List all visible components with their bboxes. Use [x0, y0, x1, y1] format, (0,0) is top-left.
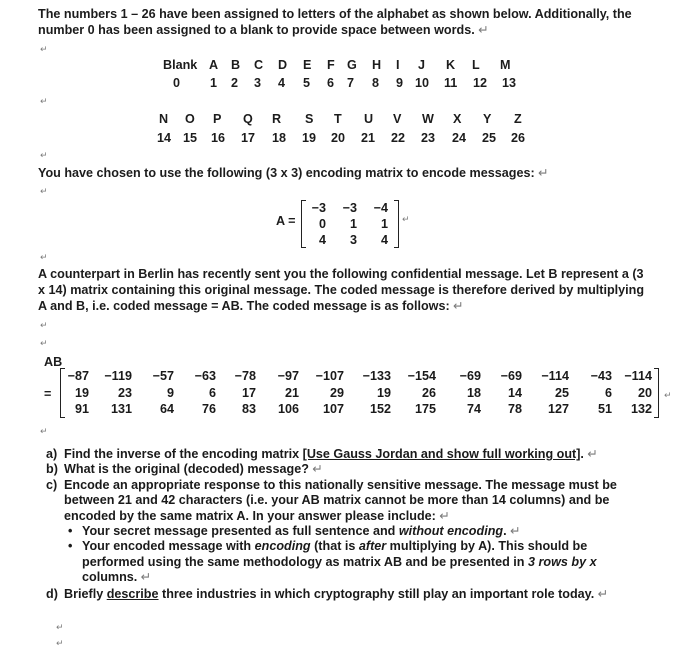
- encoding-sentence-bold: encoding matrix: [305, 166, 404, 180]
- alphabet-number: 9: [396, 76, 404, 90]
- matrix-ab-equals: =: [44, 387, 52, 401]
- alphabet-letter: W: [422, 112, 434, 126]
- encoding-sentence-post: to encode messages:: [403, 166, 535, 180]
- paragraph-mark-icon: ↵: [597, 586, 609, 601]
- alphabet-number: 2: [231, 76, 239, 90]
- alphabet-number: 7: [347, 76, 355, 90]
- question-d-describe: describe: [106, 586, 159, 601]
- question-b-label: b): [46, 462, 58, 477]
- paragraph-mark-icon: ↵: [40, 426, 48, 436]
- paragraph-mark-icon: ↵: [587, 447, 598, 461]
- question-a: [46, 447, 646, 462]
- matrix-ab-cell: 23: [117, 386, 132, 400]
- matrix-ab-cell: 14: [507, 386, 522, 400]
- matrix-ab-cell: −154: [407, 369, 436, 383]
- alphabet-letter: Y: [483, 112, 492, 126]
- matrix-ab-cell: −69: [459, 369, 481, 383]
- question-c-line-3: encoded by the same matrix A. In your answer please include:: [64, 508, 436, 523]
- encoding-sentence-pre: You have chosen to use the following (3 x 3): [38, 166, 306, 180]
- berlin-line-1: A counterpart in Berlin has recently sent you the following confidential message. Let B represent a (3: [38, 267, 644, 281]
- bullet-icon: •: [68, 524, 73, 539]
- alphabet-number: 8: [372, 76, 380, 90]
- question-b-text: What is the original (decoded) message?: [64, 462, 309, 477]
- intro-line-1: The numbers 1 – 26 have been assigned to letters of the alphabet as shown below. Additionally, the: [38, 7, 632, 21]
- alphabet-number: 17: [241, 131, 256, 145]
- alphabet-number: 6: [327, 76, 335, 90]
- alphabet-number: 20: [331, 131, 346, 145]
- paragraph-mark-icon: ↵: [56, 622, 64, 632]
- alphabet-number: 10: [415, 76, 430, 90]
- alphabet-number: 11: [444, 76, 458, 90]
- alphabet-number: 16: [211, 131, 226, 145]
- berlin-line-3: A and B, i.e. coded message = AB. The coded message is as follows:: [38, 299, 450, 313]
- alphabet-letter: X: [453, 112, 462, 126]
- matrix-ab-cell: 91: [74, 402, 89, 416]
- matrix-ab-cell: 9: [166, 386, 174, 400]
- alphabet-letter: S: [305, 112, 314, 126]
- alphabet-number: 0: [173, 76, 181, 90]
- alphabet-number: 26: [511, 131, 526, 145]
- matrix-ab-cell: −69: [500, 369, 522, 383]
- berlin-line-2: x 14) matrix containing this original message. The coded message is therefore derived by multiplying: [38, 283, 645, 297]
- alphabet-letter: U: [364, 112, 374, 126]
- matrix-ab-cell: 20: [637, 386, 652, 400]
- alphabet-letter: P: [213, 112, 222, 126]
- alphabet-number: 4: [278, 76, 286, 90]
- alphabet-number: 23: [421, 131, 436, 145]
- bullet-1-end: .: [503, 524, 507, 539]
- matrix-ab-cell: 131: [110, 402, 132, 416]
- alphabet-letter: V: [393, 112, 402, 126]
- paragraph-mark-icon: ↵: [40, 96, 48, 106]
- question-d-end: three industries in which cryptography still play an important role today.: [158, 586, 595, 601]
- matrix-ab-cell: −114: [541, 369, 569, 383]
- paragraph-mark-icon: ↵: [40, 320, 48, 330]
- paragraph-mark-icon: ↵: [453, 299, 464, 313]
- question-c: [46, 478, 646, 524]
- alphabet-number: 1: [210, 76, 218, 90]
- paragraph-mark-icon: ↵: [56, 638, 64, 648]
- matrix-ab-cell: 26: [421, 386, 436, 400]
- matrix-a-cell: 1: [380, 217, 388, 231]
- matrix-ab-cell: 17: [241, 386, 256, 400]
- question-list: [46, 447, 646, 602]
- bullet-2-mid: (that is: [310, 539, 359, 554]
- matrix-ab-cell: 18: [466, 386, 481, 400]
- question-c-line-2: between 21 and 42 characters (i.e. your AB matrix cannot be more than 14 columns) and be: [64, 493, 610, 508]
- matrix-ab-cell: −57: [152, 369, 174, 383]
- intro-paragraph: [38, 6, 650, 38]
- alphabet-letter: Blank: [163, 58, 198, 72]
- matrix-ab-cell: 175: [414, 402, 436, 416]
- paragraph-mark-icon: ↵: [402, 214, 410, 224]
- paragraph-mark-icon: ↵: [538, 166, 549, 180]
- alphabet-letter: M: [500, 58, 511, 72]
- alphabet-number: 5: [303, 76, 311, 90]
- matrix-ab-cell: −119: [104, 369, 132, 383]
- matrix-a-label: A =: [276, 214, 296, 228]
- question-a-end: .: [580, 447, 584, 461]
- matrix-ab-cell: 21: [284, 386, 299, 400]
- matrix-a-right-bracket: [394, 200, 399, 248]
- matrix-ab-cell: 74: [466, 402, 481, 416]
- bullet-1-text: Your secret message presented as full sentence and: [82, 524, 399, 539]
- bullet-2-line-2: performed using the same methodology as matrix AB and be presented in: [82, 554, 529, 569]
- matrix-a-cell: 0: [318, 217, 326, 231]
- bullet-1-italic: without encoding: [398, 524, 504, 539]
- alphabet-letter: J: [418, 58, 426, 72]
- alphabet-number: 22: [391, 131, 406, 145]
- paragraph-mark-icon: ↵: [439, 508, 450, 523]
- gauss-jordan-instruction: [Use Gauss Jordan and show full working out]: [302, 447, 581, 461]
- paragraph-mark-icon: ↵: [312, 462, 323, 477]
- alphabet-number: 14: [157, 131, 172, 145]
- alphabet-letter: Q: [243, 112, 253, 126]
- paragraph-mark-icon: ↵: [40, 44, 48, 54]
- alphabet-letter: K: [446, 58, 456, 72]
- bullet-2-end: multiplying by A). This should be: [386, 539, 588, 554]
- matrix-ab-cell: 19: [376, 386, 391, 400]
- matrix-ab-cell: 107: [322, 402, 344, 416]
- alphabet-number: 15: [183, 131, 198, 145]
- paragraph-mark-icon: ↵: [40, 186, 48, 196]
- matrix-a-cell: 4: [318, 233, 326, 247]
- alphabet-number: 21: [361, 131, 376, 145]
- bullet-2: [46, 539, 646, 585]
- matrix-ab-cell: 83: [241, 402, 256, 416]
- alphabet-number: 12: [473, 76, 488, 90]
- alphabet-number: 3: [254, 76, 262, 90]
- matrix-ab-cell: 64: [159, 402, 174, 416]
- bullet-1: [46, 524, 646, 539]
- matrix-ab-cell: −114: [624, 369, 652, 383]
- bullet-2-line-3: columns.: [82, 570, 138, 585]
- alphabet-letter: I: [396, 58, 400, 72]
- matrix-ab-cell: 78: [507, 402, 522, 416]
- question-a-label: a): [46, 447, 58, 461]
- paragraph-mark-icon: ↵: [40, 252, 48, 262]
- matrix-ab-cell: −133: [362, 369, 391, 383]
- alphabet-letter: D: [278, 58, 288, 72]
- berlin-paragraph: [38, 266, 650, 314]
- bullet-icon: •: [68, 539, 73, 554]
- matrix-a-cell: −3: [311, 201, 326, 215]
- matrix-ab-label: AB: [44, 355, 63, 369]
- paragraph-mark-icon: ↵: [40, 150, 48, 160]
- matrix-ab-cell: 19: [74, 386, 89, 400]
- matrix-ab-cell: 6: [208, 386, 216, 400]
- matrix-ab-cell: −78: [234, 369, 256, 383]
- alphabet-letter: F: [327, 58, 335, 72]
- alphabet-number: 25: [482, 131, 497, 145]
- matrix-ab-cell: 29: [329, 386, 344, 400]
- question-d: [46, 587, 646, 602]
- matrix-ab-cell: −107: [315, 369, 344, 383]
- alphabet-number: 19: [302, 131, 317, 145]
- paragraph-mark-icon: ↵: [140, 570, 152, 585]
- question-d-label: d): [46, 586, 58, 601]
- matrix-a-cell: −4: [373, 201, 388, 215]
- question-a-text: Find the inverse of the encoding matrix: [64, 447, 303, 461]
- matrix-ab-cell: 127: [547, 402, 569, 416]
- alphabet-number: 24: [452, 131, 467, 145]
- matrix-ab-cell: 76: [201, 402, 216, 416]
- matrix-ab-cell: 132: [630, 402, 652, 416]
- matrix-ab-cell: −97: [277, 369, 299, 383]
- matrix-ab-cell: −63: [194, 369, 216, 383]
- alphabet-letter: E: [303, 58, 312, 72]
- matrix-ab-cell: 25: [554, 386, 569, 400]
- matrix-ab-cell: 152: [369, 402, 391, 416]
- matrix-a-cell: −3: [342, 201, 357, 215]
- intro-line-2: number 0 has been assigned to a blank to provide space between words.: [38, 23, 475, 37]
- alphabet-letter: N: [159, 112, 169, 126]
- alphabet-letter: Z: [514, 112, 522, 126]
- question-d-text: Briefly: [64, 586, 107, 601]
- alphabet-letter: C: [254, 58, 264, 72]
- alphabet-letter: B: [231, 58, 241, 72]
- paragraph-mark-icon: ↵: [40, 338, 48, 348]
- bullet-2-italic: encoding: [254, 539, 311, 554]
- question-b: [46, 462, 646, 477]
- paragraph-mark-icon: ↵: [664, 390, 672, 400]
- matrix-a-cell: 1: [349, 217, 357, 231]
- bullet-2-text: Your encoded message with: [82, 539, 255, 554]
- alphabet-number: 13: [502, 76, 517, 90]
- alphabet-letter: A: [209, 58, 219, 72]
- matrix-ab-right-bracket: [654, 368, 659, 418]
- encoding-sentence: [38, 165, 650, 181]
- matrix-ab-cell: 6: [604, 386, 612, 400]
- paragraph-mark-icon: ↵: [478, 23, 489, 37]
- question-c-line-1: Encode an appropriate response to this nationally sensitive message. The message must be: [64, 477, 617, 492]
- alphabet-letter: G: [347, 58, 357, 72]
- alphabet-letter: T: [334, 112, 342, 126]
- alphabet-letter: H: [372, 58, 382, 72]
- matrix-a-cell: 3: [349, 233, 357, 247]
- question-c-label: c): [46, 477, 58, 492]
- alphabet-letter: L: [472, 58, 480, 72]
- matrix-a-cell: 4: [380, 233, 388, 247]
- alphabet-letter: R: [272, 112, 282, 126]
- matrix-ab-cell: −87: [67, 369, 89, 383]
- bullet-2-rows-spec: 3 rows by x: [528, 554, 597, 569]
- bullet-2-italic-after: after: [358, 539, 387, 554]
- matrix-ab-cell: −43: [590, 369, 612, 383]
- matrix-ab-cell: 106: [277, 402, 299, 416]
- alphabet-number: 18: [272, 131, 287, 145]
- paragraph-mark-icon: ↵: [510, 524, 521, 539]
- matrix-ab-cell: 51: [597, 402, 612, 416]
- alphabet-letter: O: [185, 112, 195, 126]
